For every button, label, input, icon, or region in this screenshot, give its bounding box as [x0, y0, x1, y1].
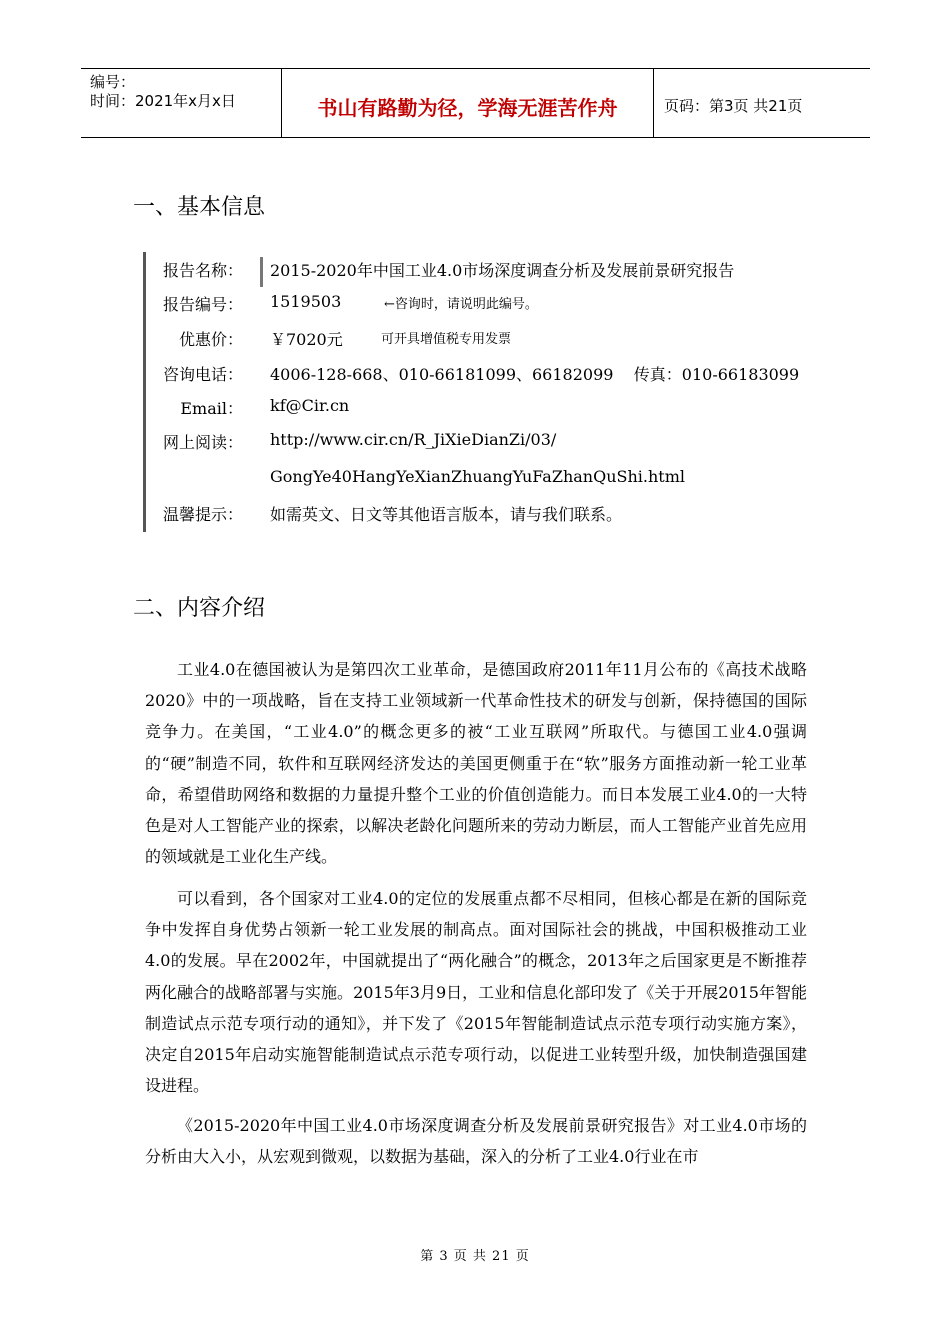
- info-url-line-2[interactable]: GongYe40HangYeXianZhuangYuFaZhanQuShi.html: [270, 467, 686, 486]
- header-page-info: 页码：第3页 共21页: [664, 96, 803, 115]
- info-note: ←咨询时，请说明此编号。: [384, 297, 538, 312]
- paragraph: 可以看到，各个国家对工业4.0的定位的发展重点都不尽相同，但核心都是在新的国际竞争中发挥自身优势占领新一轮工业发展的制高点。面对国际社会的挑战，中国积极推动工业4.0的发展。早在2002年，中国就提出了“两化融合”的概念，2013年之后国家更是不断推荐两化融合的战略部署与实施。2015年3月9日，工业和信息化部印发了《关于开展2015年智能制造试点示范专项行动的通知》，并下发了《2015年智能制造试点示范专项行动实施方案》，决定自2015年启动实施智能制造试点示范专项行动，以促进工业转型升级，加快制造强国建设进程。: [145, 889, 807, 1096]
- section-title-content-intro: 二、内容介绍: [133, 596, 266, 621]
- page-header: [81, 68, 870, 138]
- info-note: 可开具增值税专用发票: [381, 332, 512, 347]
- info-value: 4006-128-668、010-66181099、66182099 传真：010-66183099: [270, 365, 800, 384]
- info-label: 咨询电话：: [162, 365, 243, 384]
- header-meta: [81, 69, 282, 137]
- paragraph: 《2015-2020年中国工业4.0市场深度调查分析及发展前景研究报告》对工业4.0市场的分析由大入小，从宏观到微观，以数据为基础，深入的分析了工业4.0行业在市: [145, 1116, 807, 1167]
- info-value: 如需英文、日文等其他语言版本，请与我们联系。: [270, 505, 623, 524]
- paragraph: 工业4.0在德国被认为是第四次工业革命，是德国政府2011年11月公布的《高技术战略2020》中的一项战略，旨在支持工业领域新一代革命性技术的研发与创新，保持德国的国际竞争力。在美国，“工业4.0”的概念更多的被“工业互联网”所取代。与德国工业4.0强调的“硬”制造不同，软件和互联网经济发达的美国更侧重于在“软”服务方面推动新一轮工业革命，希望借助网络和数据的力量提升整个工业的价值创造能力。而日本发展工业4.0的一大特色是对人工智能产业的探索，以解决老龄化问题所来的劳动力断层，而人工智能产业首先应用的领域就是工业化生产线。: [145, 660, 807, 867]
- info-label: 优惠价：: [178, 330, 243, 349]
- info-value: 2015-2020年中国工业4.0市场深度调查分析及发展前景研究报告: [270, 261, 735, 280]
- info-value: 1519503: [270, 292, 342, 311]
- info-value: ￥7020元: [270, 330, 343, 349]
- time-label: 时间：2021年x月x日: [90, 92, 236, 110]
- info-label: Email：: [180, 399, 243, 418]
- info-value[interactable]: kf@Cir.cn: [270, 396, 350, 415]
- info-label: 报告编号：: [162, 295, 243, 314]
- basic-info-block: [143, 252, 826, 532]
- section-title-basic-info: 一、基本信息: [133, 195, 266, 220]
- number-label: 编号：: [90, 73, 136, 91]
- info-label: 温馨提示：: [162, 505, 243, 524]
- info-label: 网上阅读：: [162, 433, 243, 452]
- page-footer: 第 3 页 共 21 页: [420, 1249, 530, 1264]
- header-motto: 书山有路勤为径，学海无涯苦作舟: [282, 69, 654, 137]
- info-label: 报告名称：: [162, 261, 243, 280]
- title-marker-bar: [260, 257, 263, 287]
- info-url-line-1[interactable]: http://www.cir.cn/R_JiXieDianZi/03/: [270, 430, 557, 449]
